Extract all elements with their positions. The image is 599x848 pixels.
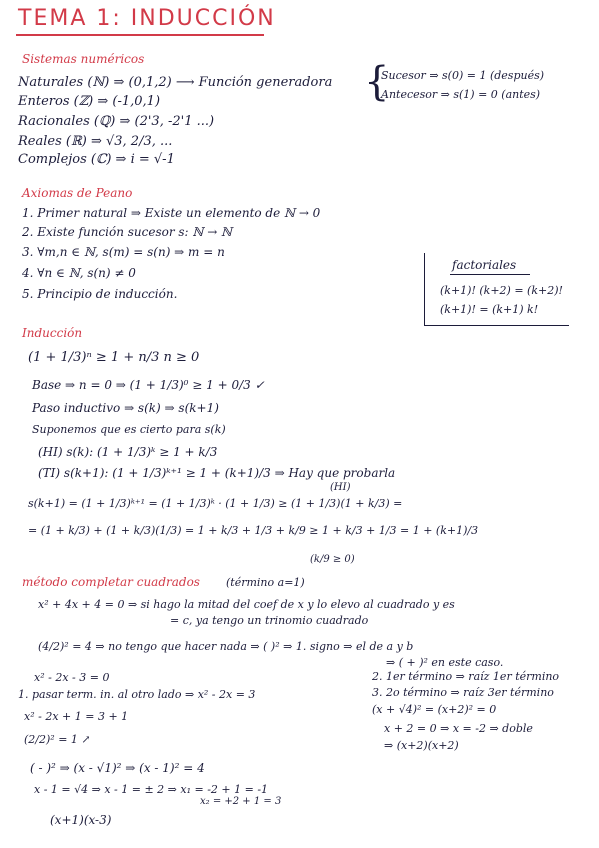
metodo-line-8: x + 2 = 0 ⇒ x = -2 ⇒ doble xyxy=(384,722,533,735)
metodo-line-6: 3. 2o término ⇒ raíz 3er término xyxy=(372,686,554,699)
ejemplo-line-5: ( - )² ⇒ (x - √1)² ⇒ (x - 1)² = 4 xyxy=(30,761,205,775)
factorial-identity-1: (k+1)! (k+2) = (k+2)! xyxy=(440,284,563,297)
metodo-line-1: x² + 4x + 4 = 0 ⇒ si hago la mitad del coef de x y lo elevo al cuadrado y es xyxy=(38,598,455,611)
metodo-line-9: ⇒ (x+2)(x+2) xyxy=(384,739,459,752)
peano-axiom-4: 4. ∀n ∈ ℕ, s(n) ≠ 0 xyxy=(22,266,136,280)
curly-brace: { xyxy=(364,59,390,105)
line-racionales: Racionales (ℚ) ⇒ (2'3, -2'1 ...) xyxy=(18,114,215,129)
factoriales-underline xyxy=(450,274,530,275)
section-heading-metodo: método completar cuadrados xyxy=(22,575,200,589)
induction-base: Base ⇒ n = 0 ⇒ (1 + 1/3)⁰ ≥ 1 + 0/3 ✓ xyxy=(32,378,265,392)
induction-ti: (TI) s(k+1): (1 + 1/3)ᵏ⁺¹ ≥ 1 + (k+1)/3 ⇒ Hay que probarla xyxy=(38,466,396,480)
metodo-line-2: = c, ya tengo un trinomio cuadrado xyxy=(170,614,369,627)
peano-axiom-1: 1. Primer natural ⇒ Existe un elemento de ℕ → 0 xyxy=(22,206,321,220)
ejemplo-line-8: (x+1)(x-3) xyxy=(50,813,112,827)
metodo-line-7: (x + √4)² = (x+2)² = 0 xyxy=(372,703,497,716)
section-heading-induccion: Inducción xyxy=(22,326,83,340)
section-heading-sistemas: Sistemas numéricos xyxy=(22,52,145,66)
induction-proof-1: s(k+1) = (1 + 1/3)ᵏ⁺¹ = (1 + 1/3)ᵏ · (1 + 1/3) ≥ (1 + 1/3)(1 + k/3) = xyxy=(28,497,403,510)
peano-axiom-2: 2. Existe función sucesor s: ℕ → ℕ xyxy=(22,225,233,239)
line-antecesor: Antecesor ⇒ s(1) = 0 (antes) xyxy=(381,88,541,101)
ejemplo-line-1: x² - 2x - 3 = 0 xyxy=(34,671,110,684)
induction-assumption: Suponemos que es cierto para s(k) xyxy=(32,423,226,436)
line-sucesor: Sucesor ⇒ s(0) = 1 (después) xyxy=(381,69,545,82)
induction-hi: (HI) s(k): (1 + 1/3)ᵏ ≥ 1 + k/3 xyxy=(38,445,218,459)
title-underline xyxy=(16,34,264,36)
factorial-identity-2: (k+1)! = (k+1) k! xyxy=(440,303,539,316)
ejemplo-line-4: (2/2)² = 1 ↗ xyxy=(24,733,91,746)
line-enteros: Enteros (ℤ) ⇒ (-1,0,1) xyxy=(18,94,161,109)
induction-note: (k/9 ≥ 0) xyxy=(310,554,355,565)
ejemplo-line-7: x₂ = +2 + 1 = 3 xyxy=(200,796,282,807)
ejemplo-line-6: x - 1 = √4 ⇒ x - 1 = ± 2 ⇒ x₁ = -2 + 1 = -1 xyxy=(34,783,269,796)
peano-axiom-5: 5. Principio de inducción. xyxy=(22,287,178,301)
metodo-line-4: ⇒ ( + )² en este caso. xyxy=(386,656,504,669)
metodo-line-3: (4/2)² = 4 ⇒ no tengo que hacer nada ⇒ ( )² ⇒ 1. signo ⇒ el de a y b xyxy=(38,640,414,653)
ejemplo-line-2: 1. pasar term. in. al otro lado ⇒ x² - 2x = 3 xyxy=(18,688,256,701)
page-title: TEMA 1: INDUCCIÓN xyxy=(18,6,276,31)
metodo-heading-note: (término a=1) xyxy=(226,576,305,589)
section-heading-peano: Axiomas de Peano xyxy=(22,186,133,200)
metodo-line-5: 2. 1er término ⇒ raíz 1er término xyxy=(372,670,560,683)
ejemplo-line-3: x² - 2x + 1 = 3 + 1 xyxy=(24,710,129,723)
line-naturales: Naturales (ℕ) ⇒ (0,1,2) ⟶ Función generadora xyxy=(18,75,333,90)
line-complejos: Complejos (ℂ) ⇒ i = √-1 xyxy=(18,152,175,167)
induction-proof-2: = (1 + k/3) + (1 + k/3)(1/3) = 1 + k/3 + 1/3 + k/9 ≥ 1 + k/3 + 1/3 = 1 + (k+1)/3 xyxy=(28,524,479,537)
hi-mark: (HI) xyxy=(330,482,351,493)
induction-statement: (1 + 1/3)ⁿ ≥ 1 + n/3 n ≥ 0 xyxy=(28,350,200,365)
factoriales-heading: factoriales xyxy=(452,258,517,272)
peano-axiom-3: 3. ∀m,n ∈ ℕ, s(m) = s(n) ⇒ m = n xyxy=(22,245,225,259)
induction-step: Paso inductivo ⇒ s(k) ⇒ s(k+1) xyxy=(32,401,219,415)
line-reales: Reales (ℝ) ⇒ √3, 2/3, ... xyxy=(18,134,173,149)
